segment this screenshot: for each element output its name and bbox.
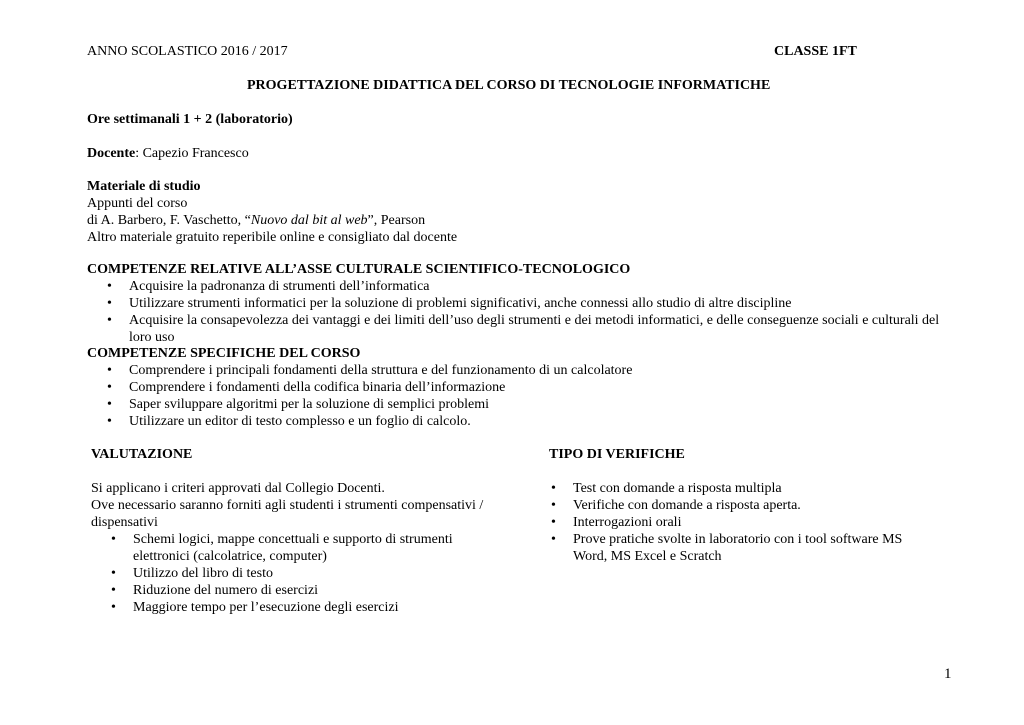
valutazione-heading: VALUTAZIONE [91, 447, 193, 462]
list-item: • Utilizzare strumenti informatici per la soluzione di problemi significativi, anche connessi allo studio di altre discipline [87, 295, 953, 312]
valutazione-body [91, 480, 511, 616]
document-title: PROGETTAZIONE DIDATTICA DEL CORSO DI TECNOLOGIE INFORMATICHE [247, 78, 771, 93]
teacher-line [87, 145, 249, 162]
list-item: • Maggiore tempo per l’esecuzione degli esercizi [91, 599, 511, 616]
book-publisher: ”, Pearson [367, 213, 426, 228]
list-item: • Riduzione del numero di esercizi [91, 582, 511, 599]
verifiche-body [531, 480, 931, 565]
page-number: 1 [944, 666, 952, 682]
verifiche-list [531, 480, 931, 565]
valutazione-paragraph: Si applicano i criteri approvati dal Collegio Docenti. [91, 481, 385, 496]
list-item: • Comprendere i fondamenti della codifica binaria dell’informazione [87, 379, 953, 396]
list-item: • Interrogazioni orali [531, 514, 931, 531]
competenze-asse-list [87, 278, 953, 346]
competenze-corso-heading: COMPETENZE SPECIFICHE DEL CORSO [87, 346, 361, 361]
teacher-name: : Capezio Francesco [135, 146, 249, 161]
weekly-hours: Ore settimanali 1 + 2 (laboratorio) [87, 112, 293, 127]
list-item: • Utilizzare un editor di testo complesso e un foglio di calcolo. [87, 413, 953, 430]
competenze-asse-section [87, 261, 953, 346]
list-item: • Acquisire la consapevolezza dei vantaggi e dei limiti dell’uso degli strumenti e dei metodi informatici, e delle conseguenze sociali e culturali del loro uso [87, 312, 953, 346]
list-item: • Utilizzo del libro di testo [91, 565, 511, 582]
list-item: • Prove pratiche svolte in laboratorio con i tool software MS Word, MS Excel e Scratch [531, 531, 931, 565]
teacher-label: Docente [87, 146, 136, 161]
list-item: • Comprendere i principali fondamenti della struttura e del funzionamento di un calcolatore [87, 362, 953, 379]
book-title: Nuovo dal bit al web [250, 213, 368, 228]
study-material-heading: Materiale di studio [87, 179, 201, 194]
school-year: ANNO SCOLASTICO 2016 / 2017 [87, 44, 288, 59]
list-item: • Test con domande a risposta multipla [531, 480, 931, 497]
list-item: • Schemi logici, mappe concettuali e supporto di strumenti elettronici (calcolatrice, computer) [91, 531, 511, 565]
competenze-corso-section [87, 345, 953, 430]
list-item: • Saper sviluppare algoritmi per la soluzione di semplici problemi [87, 396, 953, 413]
verifiche-heading: TIPO DI VERIFICHE [549, 447, 685, 462]
list-item: • Acquisire la padronanza di strumenti dell’informatica [87, 278, 953, 295]
book-authors: di A. Barbero, F. Vaschetto, “ [87, 213, 251, 228]
study-material-book [87, 212, 947, 229]
study-material-line: Altro materiale gratuito reperibile online e consigliato dal docente [87, 230, 458, 245]
study-material-line: Appunti del corso [87, 196, 188, 211]
valutazione-paragraph: Ove necessario saranno forniti agli studenti i strumenti compensativi / dispensativi [91, 498, 484, 530]
competenze-asse-heading: COMPETENZE RELATIVE ALL’ASSE CULTURALE SCIENTIFICO-TECNOLOGICO [87, 262, 631, 277]
valutazione-list [91, 531, 511, 616]
study-material [87, 178, 947, 246]
competenze-corso-list [87, 362, 953, 430]
list-item: • Verifiche con domande a risposta aperta. [531, 497, 931, 514]
class-label: CLASSE 1FT [774, 44, 857, 59]
